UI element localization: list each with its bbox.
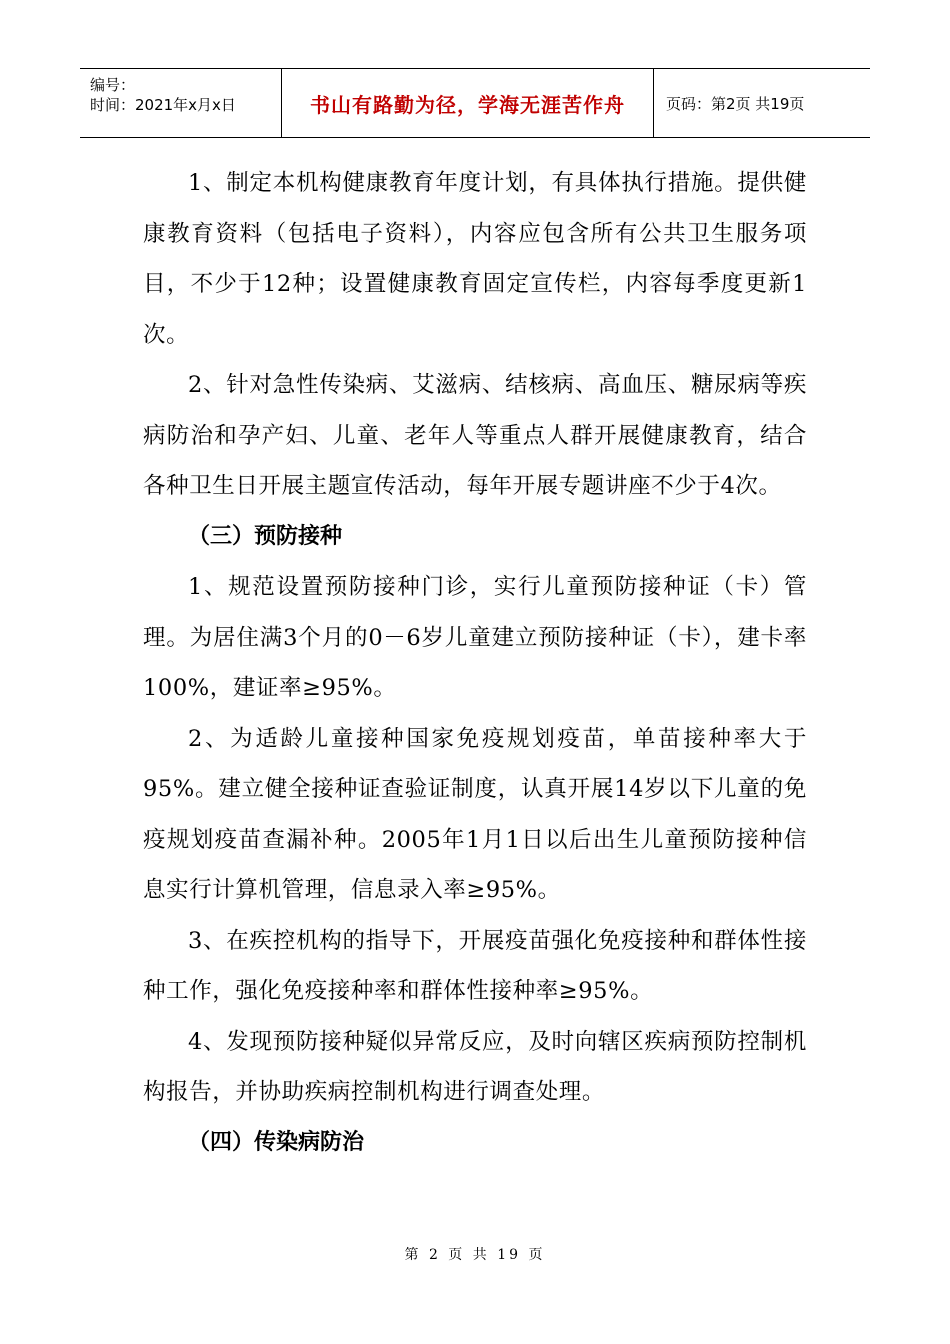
header-motto: 书山有路勤为径，学海无涯苦作舟 (282, 69, 654, 137)
paragraph: 2、针对急性传染病、艾滋病、结核病、高血压、糖尿病等疾病防治和孕产妇、儿童、老年人等重点人群开展健康教育，结合各种卫生日开展主题宣传活动，每年开展专题讲座不少于4次。 (143, 372, 807, 499)
section-heading: （三）预防接种 (188, 523, 343, 549)
date-label: 时间：2021年x月x日 (90, 96, 236, 114)
section-heading: （四）传染病防治 (188, 1129, 365, 1155)
paragraph: 1、制定本机构健康教育年度计划，有具体执行措施。提供健康教育资料（包括电子资料），内容应包含所有公共卫生服务项目，不少于12种；设置健康教育固定宣传栏，内容每季度更新1次。 (143, 170, 807, 348)
serial-number-label: 编号： (90, 76, 136, 94)
page-footer: 第 2 页 共 19 页 (404, 1247, 546, 1263)
paragraph: 4、发现预防接种疑似异常反应，及时向辖区疾病预防控制机构报告，并协助疾病控制机构进行调查处理。 (143, 1028, 807, 1105)
document-body (143, 158, 807, 1168)
paragraph: 3、在疾控机构的指导下，开展疫苗强化免疫接种和群体性接种工作，强化免疫接种率和群体性接种率≥95%。 (143, 927, 807, 1004)
header-meta (80, 69, 282, 137)
paragraph: 1、规范设置预防接种门诊，实行儿童预防接种证（卡）管理。为居住满3个月的0－6岁儿童建立预防接种证（卡），建卡率100%，建证率≥95%。 (143, 574, 807, 701)
paragraph: 2、为适龄儿童接种国家免疫规划疫苗，单苗接种率大于95%。建立健全接种证查验证制度，认真开展14岁以下儿童的免疫规划疫苗查漏补种。2005年1月1日以后出生儿童预防接种信息实行计算机管理，信息录入率≥95%。 (143, 725, 807, 903)
page-header (80, 68, 870, 138)
header-page-info: 页码：第2页 共19页 (666, 94, 805, 113)
